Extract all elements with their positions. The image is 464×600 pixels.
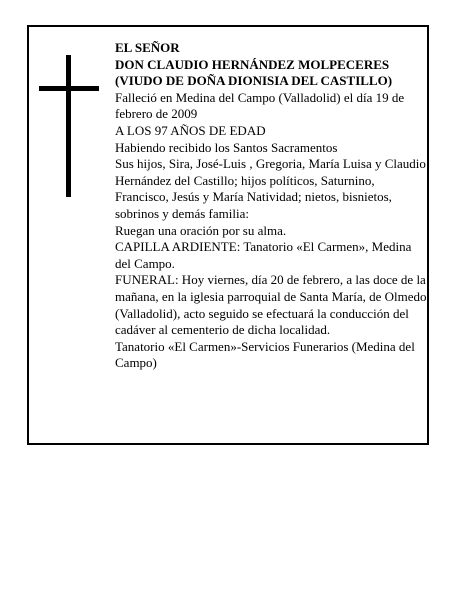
funeral-info: FUNERAL: Hoy viernes, día 20 de febrero, a las doce de la mañana, en la iglesia parroquial de Santa María, de Olmedo (Valladolid), acto seguido se efectuará la conducción del cadáver al cementerio de dicha localidad.: [115, 272, 427, 338]
deceased-name: DON CLAUDIO HERNÁNDEZ MOLPECERES: [115, 56, 390, 72]
obituary-notice: [27, 25, 429, 445]
prayer-request: Ruegan una oración por su alma.: [115, 222, 287, 238]
death-details: Falleció en Medina del Campo (Valladolid) el día 19 de febrero de 2009: [115, 89, 405, 122]
funeral-services: Tanatorio «El Carmen»-Servicios Funerarios (Medina del Campo): [115, 338, 415, 371]
cross-vertical-bar: [66, 55, 71, 197]
family-list: Sus hijos, Sira, José-Luis , Gregoria, María Luisa y Claudio Hernández del Castillo; hijos políticos, Saturnino, Francisco, Jesús y María Natividad; nietos, bisnietos, sobrinos y demás familia:: [115, 156, 426, 221]
notice-text-block: [115, 40, 427, 372]
spouse-line: (VIUDO DE DOÑA DIONISIA DEL CASTILLO): [115, 73, 393, 89]
notice-title: EL SEÑOR: [115, 40, 180, 55]
chapel-info: CAPILLA ARDIENTE: Tanatorio «El Carmen», Medina del Campo.: [115, 239, 412, 271]
cross-horizontal-bar: [39, 86, 99, 91]
sacraments-line: Habiendo recibido los Santos Sacramentos: [115, 139, 338, 155]
age-line: A LOS 97 AÑOS DE EDAD: [115, 122, 266, 138]
cross-icon: [39, 55, 99, 197]
